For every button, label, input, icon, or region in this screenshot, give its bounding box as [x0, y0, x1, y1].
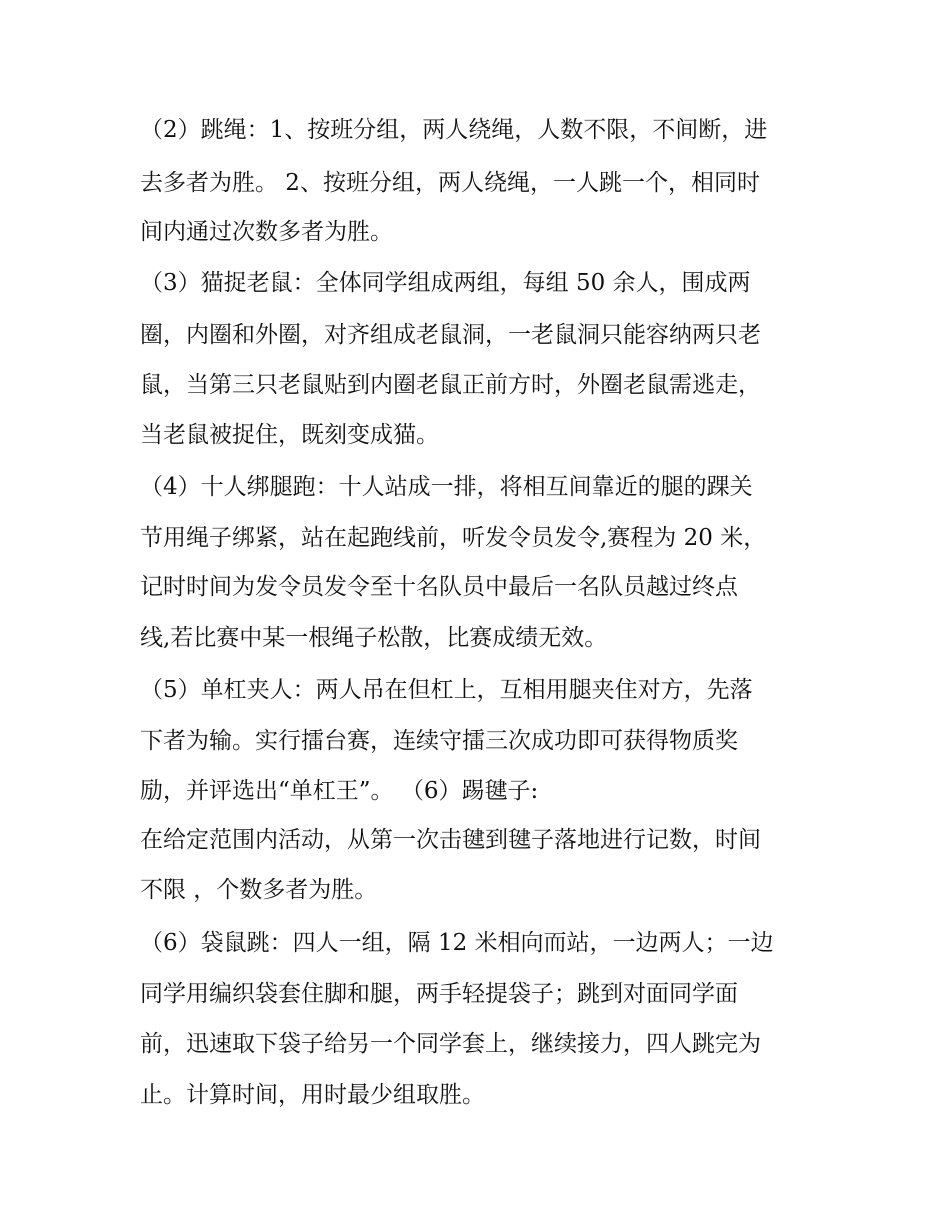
text-line: 去多者为胜。 2、按班分组，两人绕绳，一人跳一个，相同时: [140, 170, 760, 196]
text-line: 前，迅速取下袋子给另一个同学套上，继续接力，四人跳完为: [140, 1031, 761, 1057]
text-line: 不限 ，个数多者为胜。: [140, 877, 378, 903]
text-line: 同学用编织袋套住脚和腿，两手轻提袋子；跳到对面同学面: [140, 981, 738, 1007]
text-line: 圈，内圈和外圈，对齐组成老鼠洞，一老鼠洞只能容纳两只老: [140, 322, 761, 348]
text-line: 下者为输。实行擂台赛，连续守擂三次成功即可获得物质奖: [140, 728, 738, 754]
text-line: 当老鼠被捉住，既刻变成猫。: [140, 422, 439, 448]
text-line: 间内通过次数多者为胜。: [140, 219, 393, 245]
text-line: （5）单杠夹人：两人吊在但杠上，互相用腿夹住对方，先落: [140, 677, 753, 703]
text-line: 线,若比赛中某一根绳子松散，比赛成绩无效。: [140, 625, 608, 651]
text-line: 止。计算时间，用时最少组取胜。: [140, 1082, 485, 1108]
text-line: （2）跳绳：1、按班分组，两人绕绳，人数不限，不间断，进: [140, 117, 768, 143]
text-line: 励，并评选出“单杠王”。 （6）踢毽子:: [140, 778, 539, 804]
text-line: 节用绳子绑紧，站在起跑线前，听发令员发令,赛程为 20 米，: [140, 525, 767, 551]
text-line: （3）猫捉老鼠：全体同学组成两组，每组 50 余人，围成两: [140, 270, 751, 296]
text-line: 在给定范围内活动，从第一次击毽到毽子落地进行记数，时间: [140, 827, 761, 853]
text-line: （6）袋鼠跳：四人一组，隔 12 米相向而站，一边两人；一边: [140, 930, 774, 956]
text-line: 记时时间为发令员发令至十名队员中最后一名队员越过终点: [140, 574, 738, 600]
text-line: 鼠，当第三只老鼠贴到内圈老鼠正前方时，外圈老鼠需逃走，: [140, 372, 761, 398]
text-line: （4）十人绑腿跑：十人站成一排，将相互间靠近的腿的踝关: [140, 474, 753, 500]
